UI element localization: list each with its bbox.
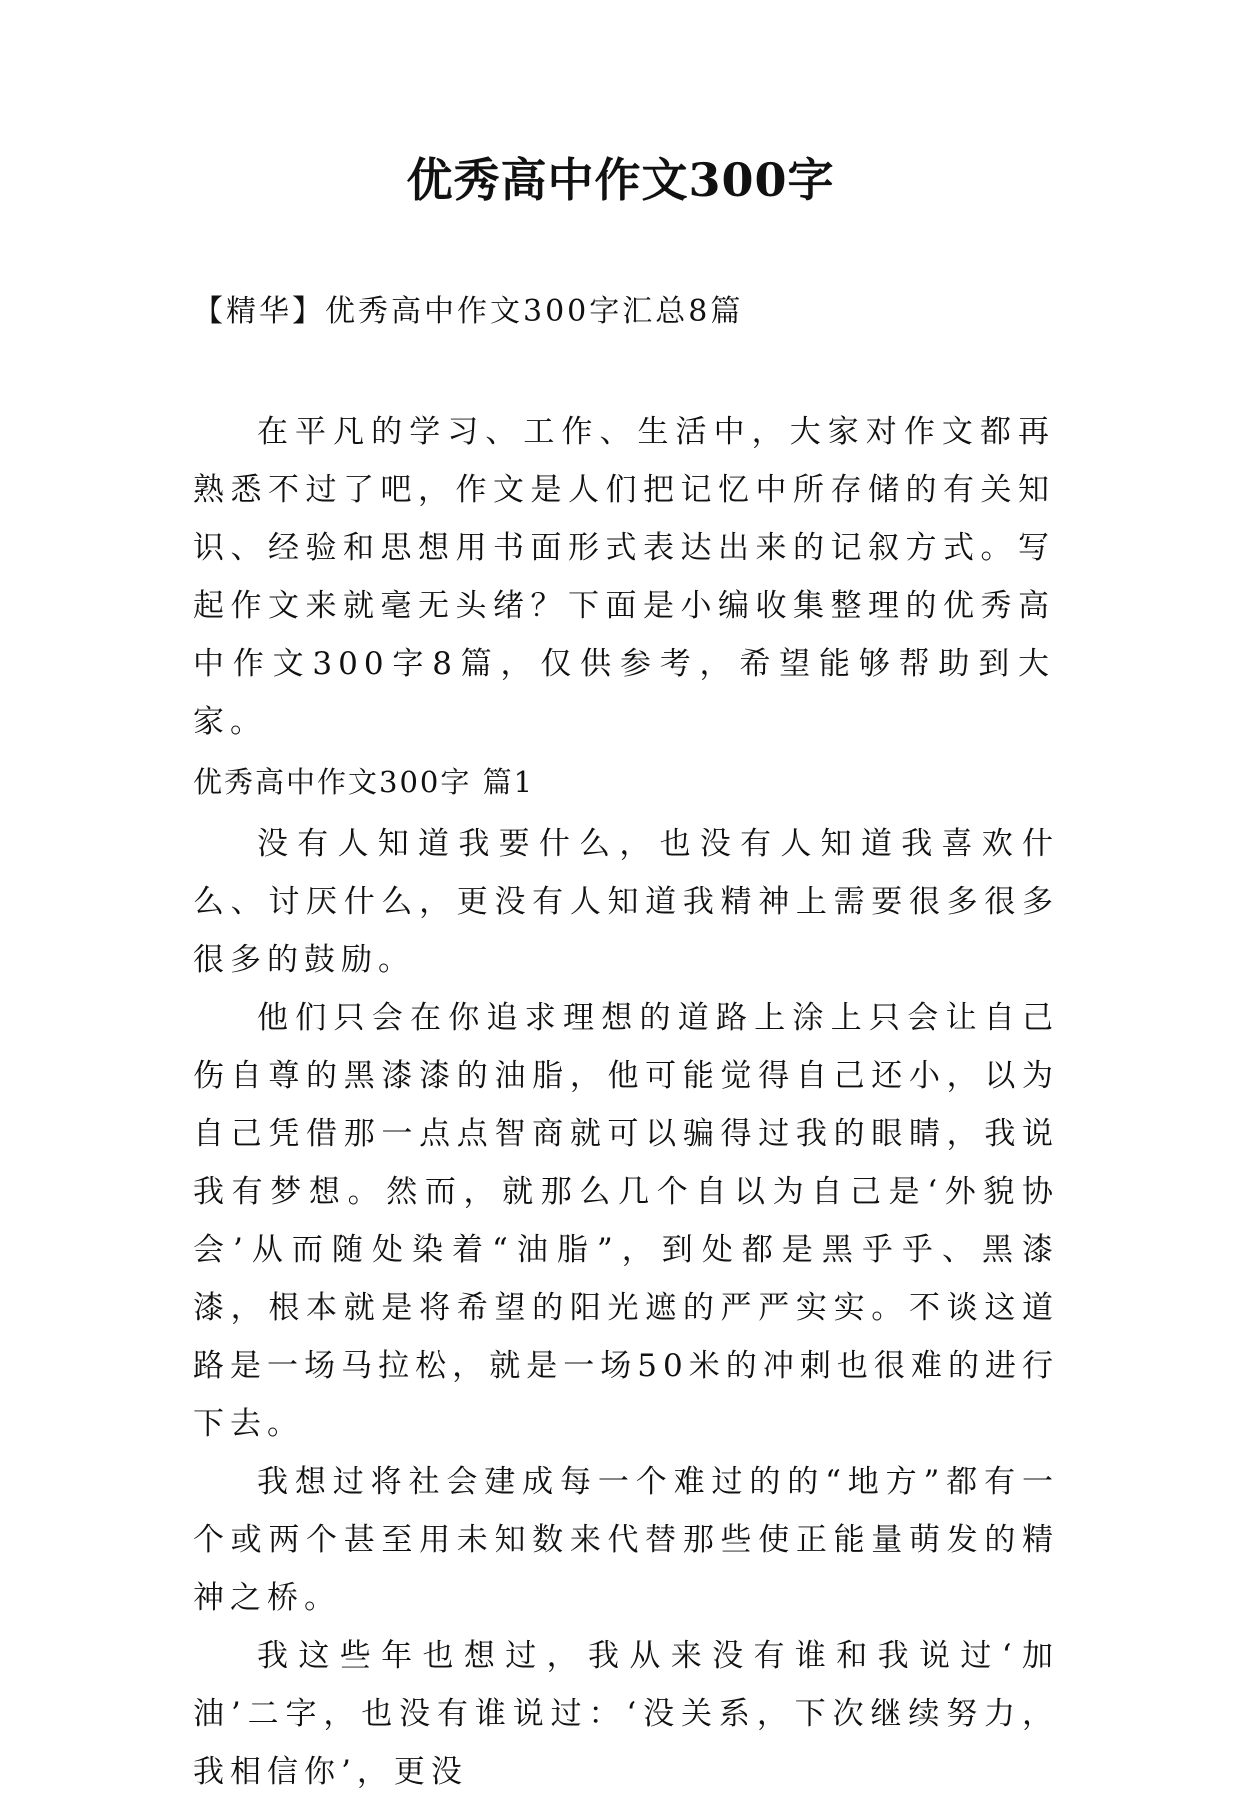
- essay-paragraph: 我想过将社会建成每一个难过的的“地方”都有一个或两个甚至用未知数来代替那些使正能量萌发的精神之桥。: [193, 1464, 1059, 1616]
- document-title: 优秀高中作文300字: [406, 153, 835, 207]
- essay-body: [193, 815, 1059, 1801]
- essay-paragraph: 我这些年也想过，我从来没有谁和我说过‘加油’二字，也没有谁说过：‘没关系，下次继续努力，我相信你’，更没: [193, 1638, 1059, 1790]
- document-subtitle: 【精华】优秀高中作文300字汇总8篇: [193, 294, 744, 329]
- essay-paragraph: 没有人知道我要什么，也没有人知道我喜欢什么、讨厌什么，更没有人知道我精神上需要很多很多很多的鼓励。: [193, 826, 1059, 978]
- essay-paragraph: 他们只会在你追求理想的道路上涂上只会让自己伤自尊的黑漆漆的油脂，他可能觉得自己还小，以为自己凭借那一点点智商就可以骗得过我的眼睛，我说我有梦想。然而，就那么几个自以为自己是‘外貌协会’从而随处染着“油脂”，到处都是黑乎乎、黑漆漆，根本就是将希望的阳光遮的严严实实。不谈这道路是一场马拉松，就是一场50米的冲刺也很难的进行下去。: [193, 1000, 1059, 1442]
- intro-paragraph: 在平凡的学习、工作、生活中，大家对作文都再熟悉不过了吧，作文是人们把记忆中所存储的有关知识、经验和思想用书面形式表达出来的记叙方式。写起作文来就毫无头绪？下面是小编收集整理的优秀高中作文300字8篇，仅供参考，希望能够帮助到大家。: [193, 414, 1055, 740]
- section-heading: 优秀高中作文300字 篇1: [193, 765, 535, 799]
